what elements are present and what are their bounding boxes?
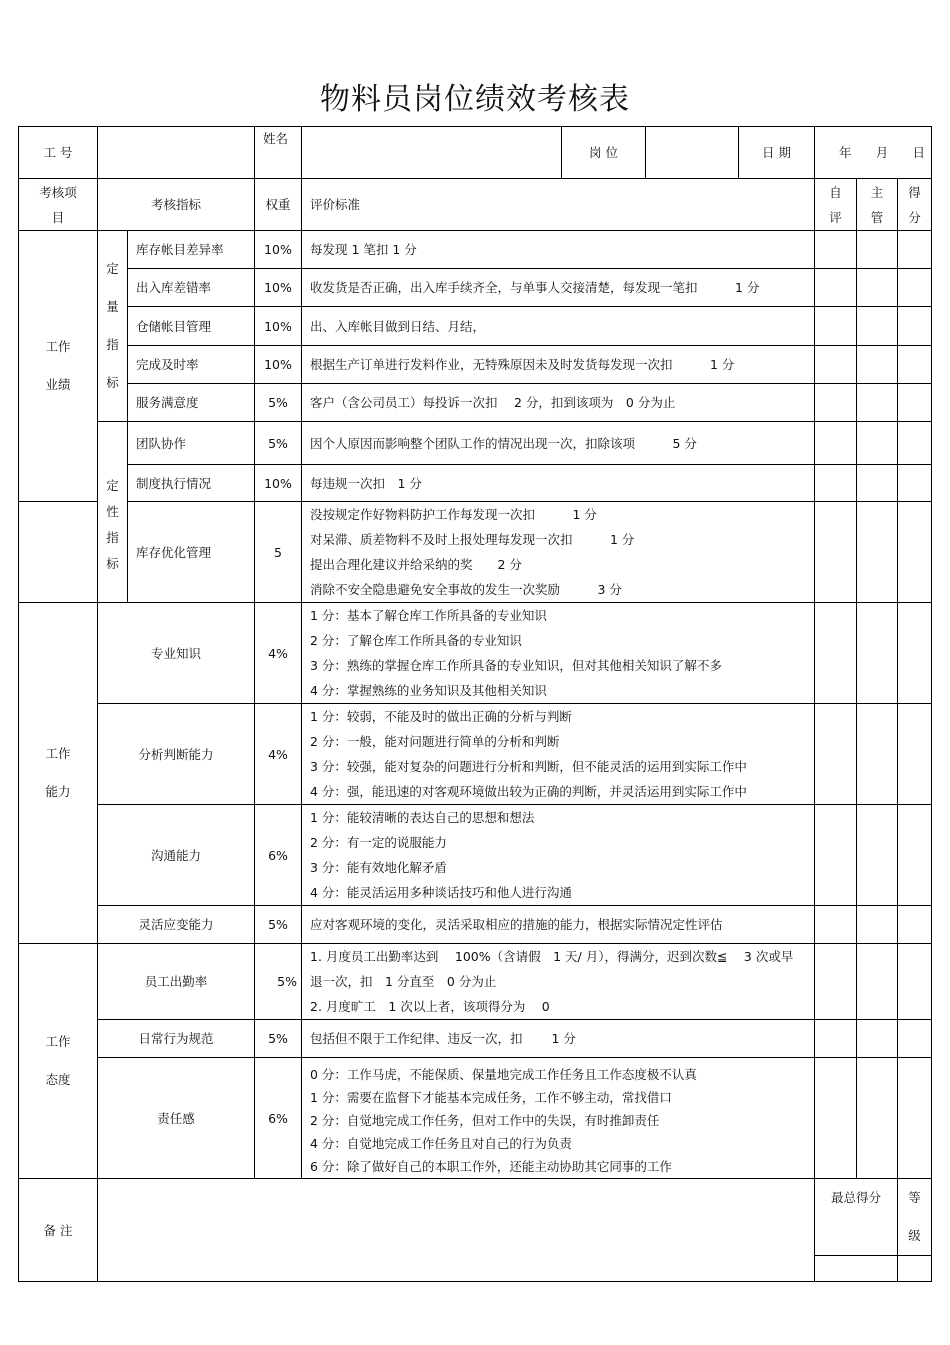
criteria-line: 0 分：工作马虎，不能保质、保量地完成工作任务且工作态度极不认真	[310, 1066, 697, 1082]
supervisor-score-cell[interactable]	[857, 1058, 898, 1179]
indicator-weight: 4%	[255, 704, 302, 805]
supervisor-score-cell[interactable]	[857, 307, 898, 346]
criteria-line: 1 分：需要在监督下才能基本完成任务，工作不够主动，常找借口	[310, 1089, 672, 1105]
criteria-line: 2. 月度旷工 1 次以上者，该项得分为 0	[310, 999, 550, 1014]
criteria-line: 1. 月度员工出勤率达到 100%（含请假 1 天/ 月），得满分，迟到次数≦ 3 次或早	[310, 949, 794, 964]
category-dingxing: 定性指标	[98, 422, 128, 603]
indicator-name: 日常行为规范	[98, 1020, 255, 1058]
riqi-label: 日 期	[739, 127, 815, 179]
indicator-name: 专业知识	[98, 603, 255, 704]
criteria-line: 3 分：熟练的掌握仓库工作所具备的专业知识，但对其他相关知识了解不多	[310, 658, 722, 673]
self-score-cell[interactable]	[815, 384, 857, 422]
category-gongzuo-taidu: 工作态度	[19, 944, 98, 1179]
self-score-cell[interactable]	[815, 944, 857, 1020]
criteria-line: 3 分：能有效地化解矛盾	[310, 860, 447, 875]
supervisor-score-cell[interactable]	[857, 906, 898, 944]
beizhu-label: 备 注	[19, 1179, 98, 1282]
criteria-line: 对呆滞、质差物料不及时上报处理每发现一次扣 1 分	[310, 532, 635, 547]
score-cell[interactable]	[898, 422, 932, 465]
criteria-line: 1 分：较弱，不能及时的做出正确的分析与判断	[310, 709, 572, 724]
supervisor-score-cell[interactable]	[857, 944, 898, 1020]
gangwei-label: 岗 位	[562, 127, 646, 179]
indicator-criteria: 根据生产订单进行发料作业，无特殊原因未及时发货每发现一次扣 1 分	[302, 346, 815, 384]
col-ziping: 自评	[815, 179, 857, 231]
criteria-line: 4 分：自觉地完成工作任务且对自己的行为负责	[310, 1135, 572, 1151]
indicator-criteria: 因个人原因而影响整个团队工作的情况出现一次，扣除该项 5 分	[302, 422, 815, 465]
score-cell[interactable]	[898, 906, 932, 944]
gonghao-field[interactable]	[98, 127, 255, 179]
evaluation-table	[18, 126, 932, 1282]
indicator-criteria: 收发货是否正确，出入库手续齐全，与单事人交接清楚，每发现一笔扣 1 分	[302, 269, 815, 307]
beizhu-field[interactable]	[98, 1179, 815, 1282]
score-cell[interactable]	[898, 603, 932, 704]
self-score-cell[interactable]	[815, 805, 857, 906]
category-empty-cell	[19, 502, 98, 603]
score-cell[interactable]	[898, 231, 932, 269]
criteria-line: 1 分：能较清晰的表达自己的思想和想法	[310, 810, 535, 825]
zuizong-label: 最总得分	[815, 1179, 898, 1256]
col-defen: 得分	[898, 179, 932, 231]
self-score-cell[interactable]	[815, 704, 857, 805]
score-cell[interactable]	[898, 1058, 932, 1179]
indicator-weight: 5%	[255, 906, 302, 944]
col-kaohe-xiangmu: 考核项目	[19, 179, 98, 231]
indicator-name: 责任感	[98, 1058, 255, 1179]
gangwei-field[interactable]	[646, 127, 739, 179]
self-score-cell[interactable]	[815, 346, 857, 384]
indicator-name: 完成及时率	[128, 346, 255, 384]
self-score-cell[interactable]	[815, 422, 857, 465]
category-gongzuo-nengli: 工作能力	[19, 603, 98, 944]
indicator-weight: 4%	[255, 603, 302, 704]
score-cell[interactable]	[898, 465, 932, 502]
criteria-line: 4 分：能灵活运用多种谈话技巧和他人进行沟通	[310, 885, 572, 900]
criteria-line: 4 分：掌握熟练的业务知识及其他相关知识	[310, 683, 547, 698]
indicator-criteria: 每发现 1 笔扣 1 分	[302, 231, 815, 269]
indicator-name: 出入库差错率	[128, 269, 255, 307]
indicator-name: 仓储帐目管理	[128, 307, 255, 346]
indicator-criteria: 出、入库帐目做到日结、月结，	[302, 307, 815, 346]
supervisor-score-cell[interactable]	[857, 1020, 898, 1058]
indicator-weight: 5%	[255, 422, 302, 465]
criteria-line: 2 分：一般，能对问题进行简单的分析和判断	[310, 734, 560, 749]
indicator-criteria	[302, 603, 815, 704]
date-field[interactable]	[815, 127, 932, 179]
supervisor-score-cell[interactable]	[857, 465, 898, 502]
indicator-criteria: 每违规一次扣 1 分	[302, 465, 815, 502]
criteria-line: 1 分：基本了解仓库工作所具备的专业知识	[310, 608, 547, 623]
indicator-weight: 5	[255, 502, 302, 603]
indicator-weight: 10%	[255, 346, 302, 384]
criteria-line: 4 分：强，能迅速的对客观环境做出较为正确的判断，并灵活运用到实际工作中	[310, 784, 747, 799]
indicator-weight: 5%	[255, 944, 302, 1020]
month-label: 月	[875, 145, 889, 160]
score-cell[interactable]	[898, 1020, 932, 1058]
category-dingliang: 定量指标	[98, 231, 128, 422]
supervisor-score-cell[interactable]	[857, 346, 898, 384]
indicator-name: 灵活应变能力	[98, 906, 255, 944]
indicator-criteria	[302, 805, 815, 906]
indicator-weight: 10%	[255, 465, 302, 502]
criteria-line: 提出合理化建议并给采纳的奖 2 分	[310, 557, 522, 572]
score-cell[interactable]	[898, 502, 932, 603]
dengji-label: 等级	[898, 1179, 932, 1256]
criteria-line: 没按规定作好物料防护工作每发现一次扣 1 分	[310, 507, 597, 522]
col-zhuguan: 主管	[857, 179, 898, 231]
indicator-weight: 10%	[255, 307, 302, 346]
indicator-weight: 6%	[255, 1058, 302, 1179]
indicator-weight: 10%	[255, 269, 302, 307]
indicator-name: 服务满意度	[128, 384, 255, 422]
score-cell[interactable]	[898, 346, 932, 384]
supervisor-score-cell[interactable]	[857, 384, 898, 422]
indicator-name: 沟通能力	[98, 805, 255, 906]
supervisor-score-cell[interactable]	[857, 502, 898, 603]
supervisor-score-cell[interactable]	[857, 269, 898, 307]
score-cell[interactable]	[898, 307, 932, 346]
grade-field[interactable]	[898, 1256, 932, 1282]
score-cell[interactable]	[898, 704, 932, 805]
indicator-name: 库存帐目差异率	[128, 231, 255, 269]
category-gongzuo-yeji: 工作业绩	[19, 231, 98, 502]
col-kaohe-zhibiao: 考核指标	[98, 179, 255, 231]
col-quanzhong: 权重	[255, 179, 302, 231]
indicator-weight: 5%	[255, 1020, 302, 1058]
day-label: 日	[912, 145, 926, 160]
final-score-field[interactable]	[815, 1256, 898, 1282]
self-score-cell[interactable]	[815, 502, 857, 603]
self-score-cell[interactable]	[815, 1058, 857, 1179]
supervisor-score-cell[interactable]	[857, 603, 898, 704]
gonghao-label: 工 号	[19, 127, 98, 179]
indicator-name: 团队协作	[128, 422, 255, 465]
indicator-name: 员工出勤率	[98, 944, 255, 1020]
criteria-line: 2 分：自觉地完成工作任务，但对工作中的失误，有时推卸责任	[310, 1112, 660, 1128]
supervisor-score-cell[interactable]	[857, 422, 898, 465]
indicator-name: 分析判断能力	[98, 704, 255, 805]
self-score-cell[interactable]	[815, 269, 857, 307]
xingming-label: 姓名	[255, 127, 302, 179]
score-cell[interactable]	[898, 944, 932, 1020]
indicator-criteria	[302, 944, 815, 1020]
supervisor-score-cell[interactable]	[857, 231, 898, 269]
xingming-field[interactable]	[302, 127, 562, 179]
indicator-criteria	[302, 502, 815, 603]
self-score-cell[interactable]	[815, 307, 857, 346]
score-cell[interactable]	[898, 269, 932, 307]
indicator-criteria: 应对客观环境的变化，灵活采取相应的措施的能力，根据实际情况定性评估	[302, 906, 815, 944]
criteria-line: 3 分：较强，能对复杂的问题进行分析和判断，但不能灵活的运用到实际工作中	[310, 759, 747, 774]
criteria-line: 退一次，扣 1 分直至 0 分为止	[310, 974, 497, 989]
self-score-cell[interactable]	[815, 465, 857, 502]
indicator-criteria	[302, 704, 815, 805]
criteria-line: 6 分：除了做好自己的本职工作外，还能主动协助其它同事的工作	[310, 1158, 672, 1174]
self-score-cell[interactable]	[815, 1020, 857, 1058]
indicator-criteria: 客户（含公司员工）每投诉一次扣 2 分，扣到该项为 0 分为止	[302, 384, 815, 422]
criteria-line: 2 分：了解仓库工作所具备的专业知识	[310, 633, 522, 648]
self-score-cell[interactable]	[815, 906, 857, 944]
supervisor-score-cell[interactable]	[857, 704, 898, 805]
self-score-cell[interactable]	[815, 603, 857, 704]
criteria-line: 2 分：有一定的说服能力	[310, 835, 447, 850]
page-title: 物料员岗位绩效考核表	[320, 82, 630, 117]
year-label: 年	[839, 145, 852, 160]
self-score-cell[interactable]	[815, 231, 857, 269]
score-cell[interactable]	[898, 805, 932, 906]
indicator-criteria: 包括但不限于工作纪律、违反一次，扣 1 分	[302, 1020, 815, 1058]
supervisor-score-cell[interactable]	[857, 805, 898, 906]
col-pingjia: 评价标准	[302, 179, 815, 231]
indicator-weight: 5%	[255, 384, 302, 422]
indicator-weight: 10%	[255, 231, 302, 269]
score-cell[interactable]	[898, 384, 932, 422]
indicator-criteria	[302, 1058, 815, 1179]
indicator-name: 库存优化管理	[128, 502, 255, 603]
indicator-weight: 6%	[255, 805, 302, 906]
indicator-name: 制度执行情况	[128, 465, 255, 502]
criteria-line: 消除不安全隐患避免安全事故的发生一次奖励 3 分	[310, 582, 622, 597]
